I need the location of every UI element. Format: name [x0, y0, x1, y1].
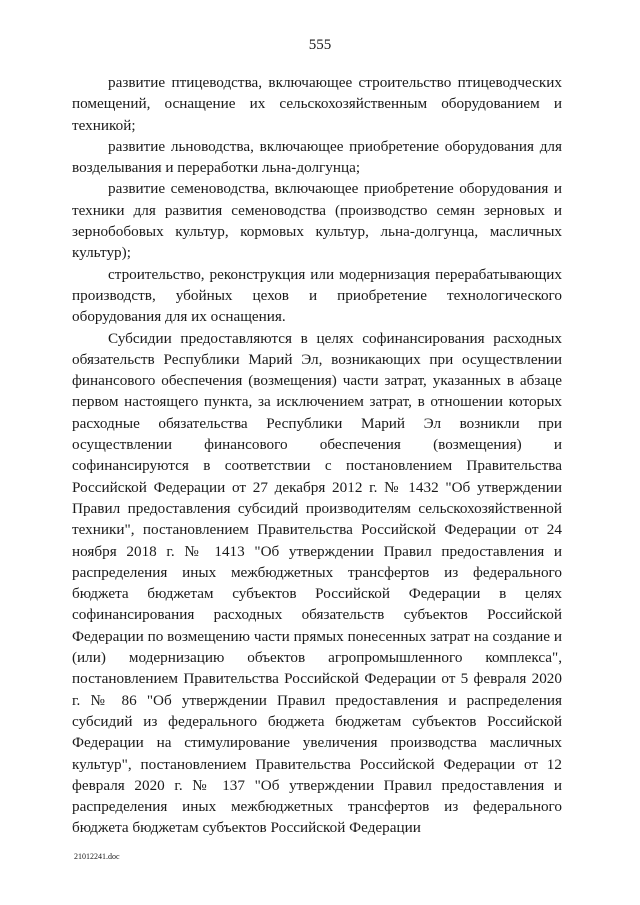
paragraph-flax: развитие льноводства, включающее приобретение оборудования для возделывания и переработки льна-долгунца;	[72, 137, 562, 177]
paragraph-subsidies: Субсидии предоставляются в целях софинансирования расходных обязательств Республики Марий Эл, возникающих при осуществлении финансового обеспечения (возмещения) части затрат, указанных в абзаце первом настоящего пункта, за исключением затрат, в отношении которых расходные обязательства Республики Марий Эл возникли при осуществлении финансового обеспечения (возмещения) и софинансируются в соответствии с постановлением Правительства Российской Федерации от 27 декабря 2012 г. № 1432 "Об утверждении Правил предоставления субсидий производителям сельскохозяйственной техники", постановлением Правительства Российской Федерации от 24 ноября 2018 г. № 1413 "Об утверждении Правил предоставления и распределения иных межбюджетных трансфертов из федерального бюджета бюджетам субъектов Российской Федерации в целях софинансирования расходных обязательств субъектов Российской Федерации по возмещению части прямых понесенных затрат на создание и (или) модернизацию объектов агропромышленного комплекса", постановлением Правительства Российской Федерации от 5 февраля 2020 г. № 86 "Об утверждении Правил предоставления и распределения субсидий из федерального бюджета бюджетам субъектов Российской Федерации на стимулирование увеличения производства масличных культур", постановлением Правительства Российской Федерации от 12 февраля 2020 г. № 137 "Об утверждении Правил предоставления и распределения иных межбюджетных трансфертов из федерального бюджета бюджетам субъектов Российской Федерации	[72, 329, 562, 837]
document-body	[72, 72, 562, 839]
paragraph-seeds: развитие семеноводства, включающее приобретение оборудования и техники для развития семеноводства (производство семян зерновых и зернобобовых культур, кормовых культур, льна-долгунца, масличных культур);	[72, 180, 562, 262]
footer-filename: 21012241.doc	[74, 852, 120, 861]
paragraph-processing: строительство, реконструкция или модернизация перерабатывающих производств, убойных цехов и приобретение технологического оборудования для их оснащения.	[72, 265, 562, 326]
paragraph-poultry: развитие птицеводства, включающее строительство птицеводческих помещений, оснащение их сельскохозяйственным оборудованием и техникой;	[72, 74, 562, 134]
page-number: 555	[308, 37, 332, 53]
